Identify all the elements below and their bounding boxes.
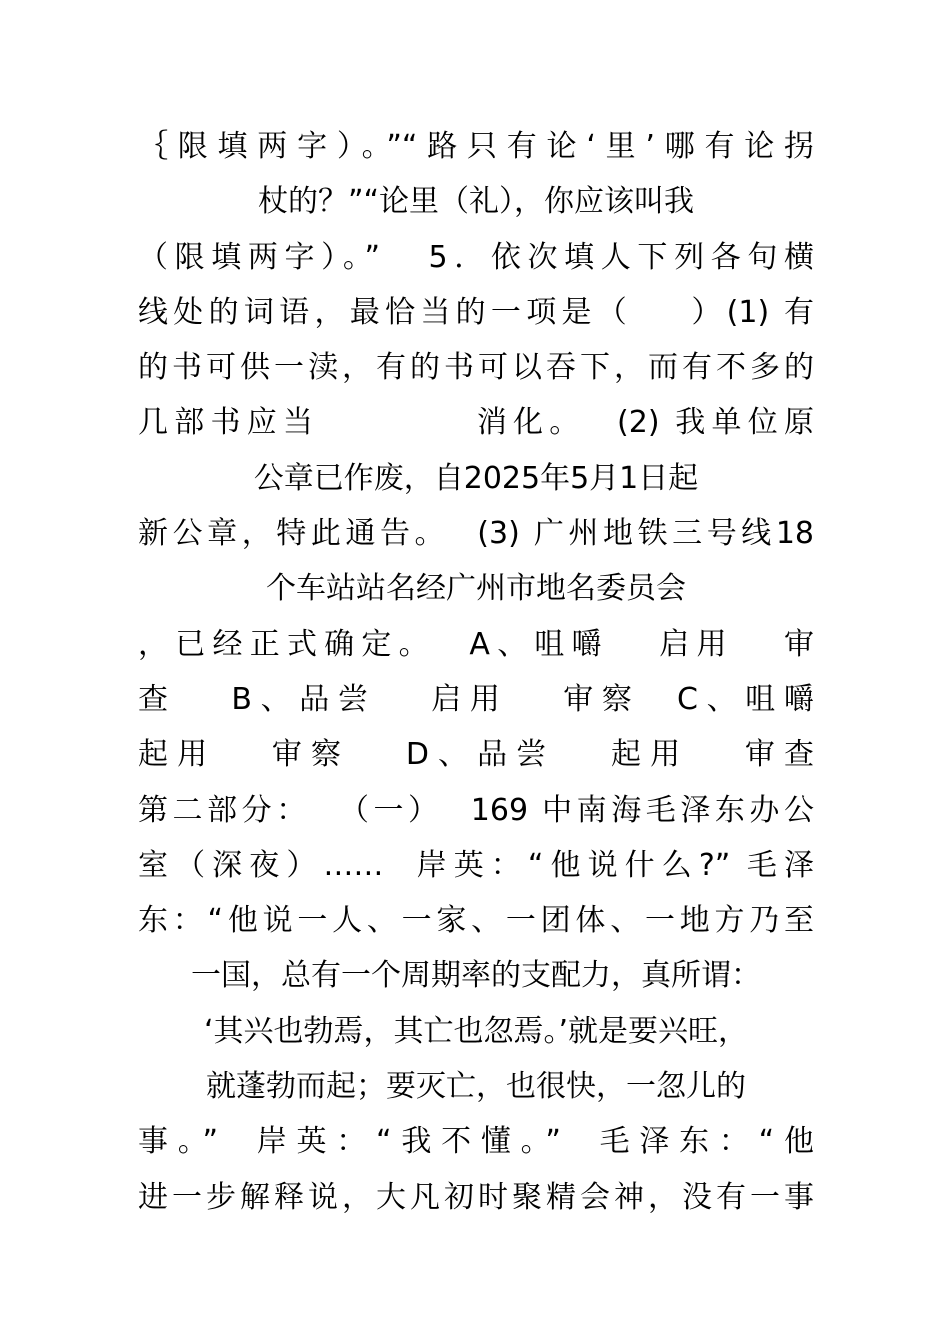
body-text xyxy=(138,119,814,1225)
text-line: 起用 审察 D、品尝 起用 审查 xyxy=(138,737,814,773)
text-line: （限填两字）。” 5．依次填人下列各句横 xyxy=(138,239,814,275)
text-line: 个车站站名经广州市地名委员会 xyxy=(266,571,686,607)
text-line: 第二部分： （一） 169 中南海毛泽东办公 xyxy=(138,792,814,828)
text-line: 公章已作废，自2025年5月1日起 xyxy=(253,460,699,496)
text-line: 就蓬勃而起；要灭亡，也很快，一忽儿的 xyxy=(206,1069,746,1105)
text-line: 一国，总有一个周期率的支配力，真所谓： xyxy=(191,958,761,994)
text-line: 进一步解释说，大凡初时聚精会神，没有一事 xyxy=(138,1179,814,1215)
text-line: 新公章，特此通告。 (3) 广州地铁三号线18 xyxy=(138,516,814,552)
text-line: ‘其兴也勃焉，其亡也忽焉。’就是要兴旺， xyxy=(203,1013,749,1049)
text-line: 东：“他说一人、一家、一团体、一地方乃至 xyxy=(138,903,814,939)
text-line: ｛限填两字）。”“路只有论‘里’哪有论拐 xyxy=(138,129,814,164)
text-line: 几部书应当 消化。 (2) 我单位原 xyxy=(138,405,814,441)
text-line: 杖的？”“论里（礼），你应该叫我 xyxy=(257,184,695,220)
text-line: 线处的词语，最恰当的一项是（ ）(1) 有 xyxy=(138,294,814,330)
text-line: 查 B、品尝 启用 审察 C、咀嚼 xyxy=(138,681,814,717)
text-line: 的书可供一渎，有的书可以吞下，而有不多的 xyxy=(138,350,814,386)
text-line: 室（深夜）…… 岸英：“他说什么?” 毛泽 xyxy=(138,847,814,883)
text-line: ，已经正式确定。 A、咀嚼 启用 审 xyxy=(138,626,814,662)
text-line: 事。” 岸英：“我不懂。” 毛泽东：“他 xyxy=(138,1124,814,1160)
